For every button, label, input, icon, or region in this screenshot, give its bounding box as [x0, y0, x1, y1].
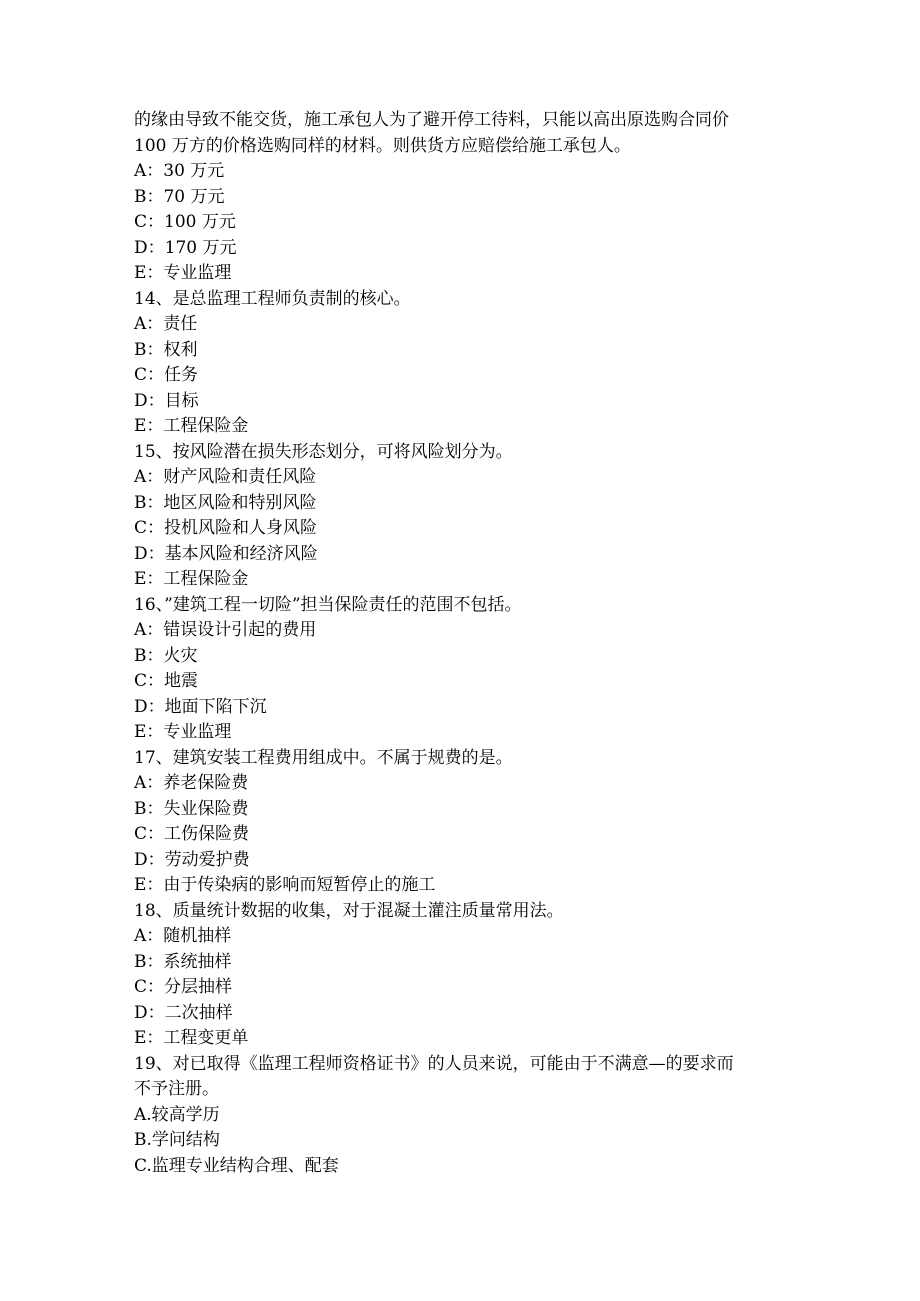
option-line: D：地面下陷下沉: [134, 696, 267, 717]
question-line: 15、按风险潜在损失形态划分，可将风险划分为。: [134, 441, 513, 462]
question-line: 16、”建筑工程一切险”担当保险责任的范围不包括。: [134, 594, 522, 615]
option-line: A.较高学历: [134, 1104, 220, 1125]
document-body: [134, 108, 794, 1179]
question-line: 18、质量统计数据的收集，对于混凝土灌注质量常用法。: [134, 900, 564, 921]
option-line: D：二次抽样: [134, 1002, 233, 1023]
option-line: C：地震: [134, 671, 199, 691]
option-line: E：工程变更单: [134, 1028, 249, 1048]
option-line: B：火灾: [134, 645, 198, 666]
option-line: D：劳动爱护费: [134, 849, 250, 870]
question-line: 19、对已取得《监理工程师资格证书》的人员来说，可能由于不满意—的要求而: [134, 1053, 734, 1074]
option-line: A：错误设计引起的费用: [134, 620, 317, 640]
option-line: B：地区风险和特别风险: [134, 492, 317, 513]
option-line: B：失业保险费: [134, 798, 249, 819]
option-line: B.学问结构: [134, 1130, 220, 1150]
option-line: B：权利: [134, 339, 198, 360]
option-line: D：目标: [134, 390, 199, 411]
option-line: D：基本风险和经济风险: [134, 543, 318, 564]
option-line: C：100 万元: [134, 212, 236, 232]
paragraph-line: 100 万方的价格选购同样的材料。则供货方应赔偿给施工承包人。: [134, 135, 631, 156]
option-line: C：分层抽样: [134, 977, 233, 997]
option-line: D：170 万元: [134, 237, 237, 258]
option-line: C：投机风险和人身风险: [134, 518, 318, 538]
option-line: C.监理专业结构合理、配套: [134, 1155, 339, 1176]
paragraph-line: 的缘由导致不能交货，施工承包人为了避开停工待料，只能以高出原选购合同价: [134, 110, 729, 130]
option-line: E：工程保险金: [134, 569, 249, 589]
option-line: E：专业监理: [134, 263, 232, 283]
option-line: E：由于传染病的影响而短暂停止的施工: [134, 875, 436, 895]
option-line: E：工程保险金: [134, 416, 249, 436]
option-line: B：系统抽样: [134, 951, 232, 972]
option-line: B：70 万元: [134, 186, 225, 207]
option-line: C：任务: [134, 365, 199, 385]
option-line: A：财产风险和责任风险: [134, 467, 317, 487]
option-line: E：专业监理: [134, 722, 232, 742]
option-line: A：30 万元: [134, 161, 225, 181]
question-line: 17、建筑安装工程费用组成中。不属于规费的是。: [134, 747, 513, 768]
option-line: A：养老保险费: [134, 773, 249, 793]
option-line: C：工伤保险费: [134, 824, 250, 844]
option-line: A：责任: [134, 314, 198, 334]
question-line: 不予注册。: [134, 1079, 219, 1099]
question-line: 14、是总监理工程师负责制的核心。: [134, 288, 411, 309]
option-line: A：随机抽样: [134, 926, 232, 946]
